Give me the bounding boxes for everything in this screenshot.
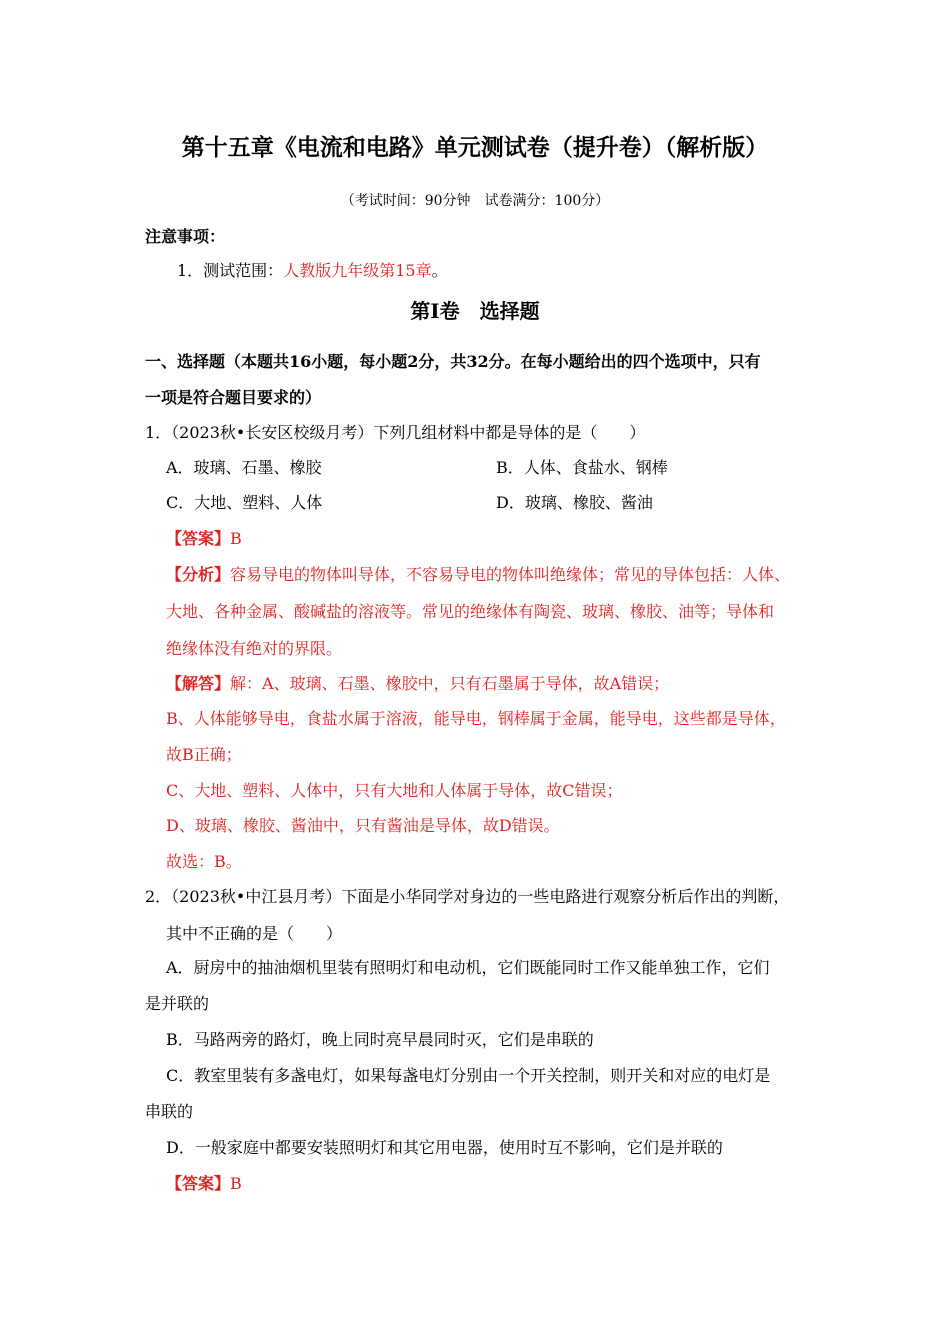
q2-stem-line2: 其中不正确的是（ ） [166,924,343,943]
q1-stem: 1．（2023秋•长安区校级月考）下列几组材料中都是导体的是（ ） [145,423,646,442]
q2-option-a-line1: A．厨房中的抽油烟机里装有照明灯和电动机，它们既能同时工作又能单独工作，它们 [166,958,770,977]
q2-answer [166,1173,242,1195]
page-title: 第十五章《电流和电路》单元测试卷（提升卷）（解析版） [181,134,769,161]
q1-solution-text-1: 解：A、玻璃、石墨、橡胶中，只有石墨属于导体，故A错误； [230,674,670,693]
q1-solution-line4: C、大地、塑料、人体中，只有大地和人体属于导体，故C错误； [166,781,623,800]
q2-option-b: B．马路两旁的路灯，晚上同时亮早晨同时灭，它们是串联的 [166,1030,594,1049]
q2-option-d: D．一般家庭中都要安装照明灯和其它用电器，使用时互不影响，它们是并联的 [166,1138,723,1157]
notice-item-1 [177,260,448,282]
q1-answer [166,528,242,550]
q1-analysis-text-1: 容易导电的物体叫导体，不容易导电的物体叫绝缘体；常见的导体包括：人体、 [230,565,791,584]
part1-instructions-line2: 一项是符合题目要求的） [145,388,322,407]
q1-analysis-tag: 【分析】 [166,565,231,584]
q1-answer-value: B [230,529,242,548]
q1-solution-line5: D、玻璃、橡胶、酱油中，只有酱油是导体，故D错误。 [166,816,560,835]
q1-option-d: D．玻璃、橡胶、酱油 [496,493,653,512]
q1-option-a: A．玻璃、石墨、橡胶 [166,458,322,477]
q2-stem-line1: 2．（2023秋•中江县月考）下面是小华同学对身边的一些电路进行观察分析后作出的判断， [145,887,790,906]
q1-solution-line6: 故选：B。 [166,852,242,871]
q2-option-c-line1: C．教室里装有多盏电灯，如果每盏电灯分别由一个开关控制，则开关和对应的电灯是 [166,1066,771,1085]
q1-option-c: C．大地、塑料、人体 [166,493,323,512]
notice-item-1-suffix: 。 [431,261,448,280]
q1-analysis-line1 [166,564,790,586]
q1-solution-line2: B、人体能够导电，食盐水属于溶液，能导电，钢棒属于金属，能导电，这些都是导体， [166,709,786,728]
q1-solution-tag: 【解答】 [166,674,231,693]
q1-solution-line1 [166,673,669,695]
notice-item-1-scope: 人教版九年级第15章 [283,261,432,280]
q2-answer-value: B [230,1174,242,1193]
q1-answer-tag: 【答案】 [166,529,231,548]
part1-instructions-line1: 一、选择题（本题共16小题，每小题2分，共32分。在每小题给出的四个选项中，只有 [145,352,761,371]
notice-item-1-prefix: 1．测试范围： [177,261,284,280]
notice-heading: 注意事项： [145,227,226,246]
q2-option-c-line2: 串联的 [145,1102,194,1121]
q2-option-a-line2: 是并联的 [145,994,210,1013]
q1-solution-line3: 故B正确； [166,745,242,764]
exam-info: （考试时间：90分钟 试卷满分：100分） [340,193,610,209]
q1-analysis-line2: 大地、各种金属、酸碱盐的溶液等。常见的绝缘体有陶瓷、玻璃、橡胶、油等；导体和 [166,602,775,621]
q2-answer-tag: 【答案】 [166,1174,231,1193]
q1-option-b: B．人体、食盐水、钢棒 [496,458,668,477]
q1-analysis-line3: 绝缘体没有绝对的界限。 [166,639,343,658]
section-title: 第Ⅰ卷 选择题 [410,299,540,323]
